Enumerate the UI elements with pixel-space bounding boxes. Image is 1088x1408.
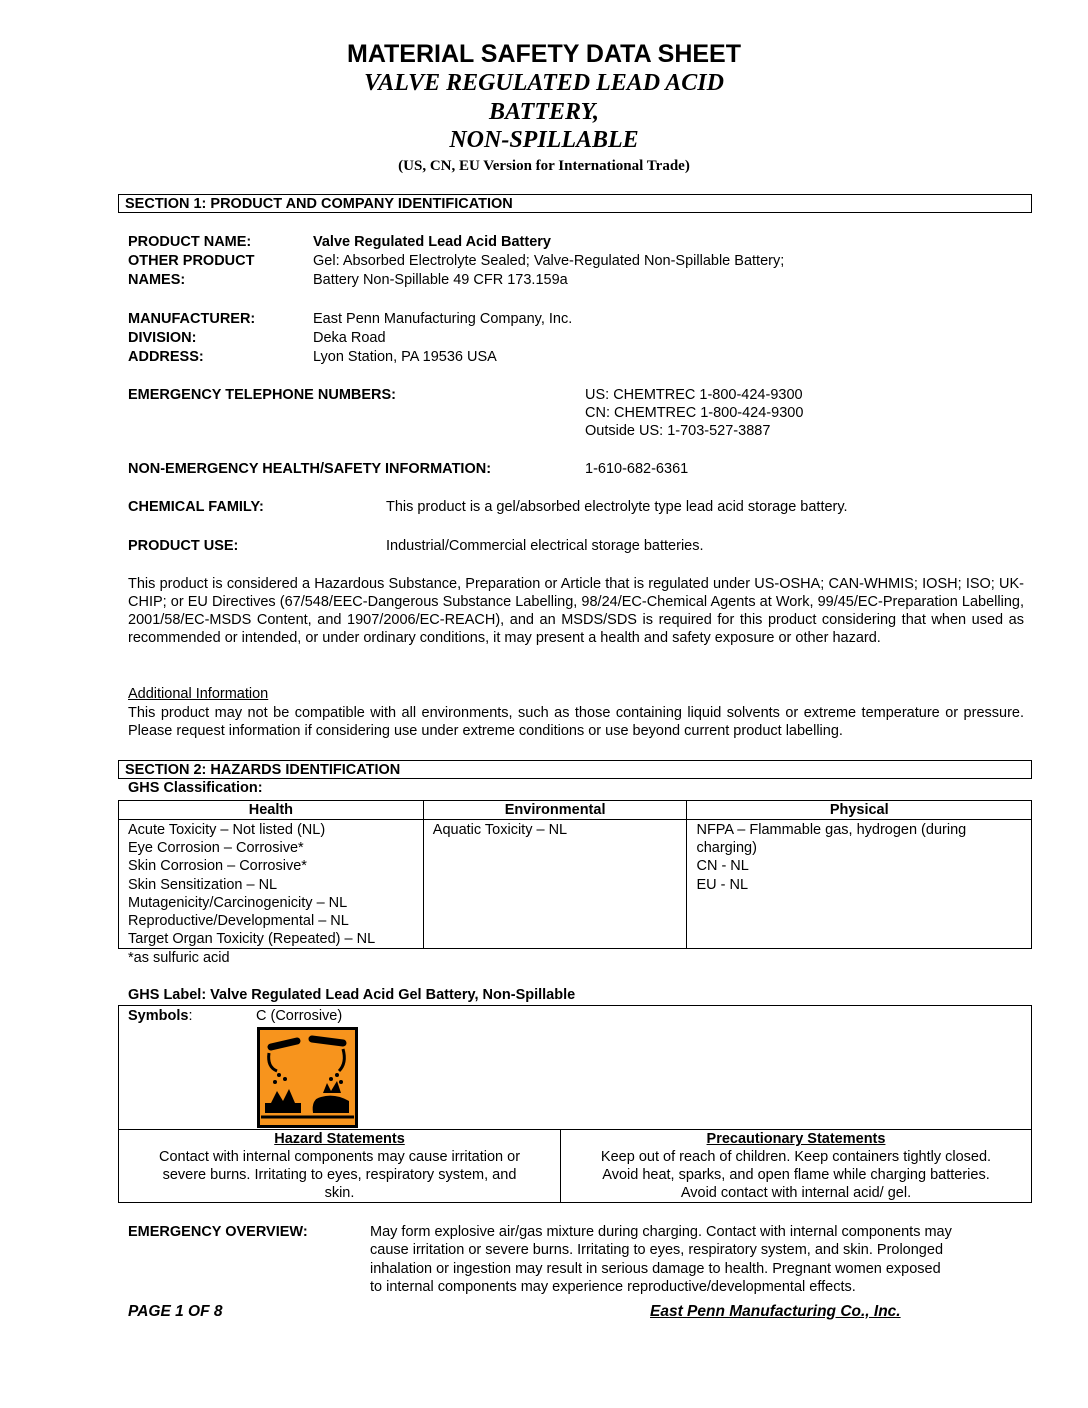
product-use-value: Industrial/Commercial electrical storage batteries.	[386, 538, 704, 554]
hazard-statements-heading: Hazard Statements	[274, 1131, 405, 1147]
health-item: Skin Sensitization – NL	[128, 876, 278, 893]
title-line-3: BATTERY,	[488, 99, 600, 125]
precautionary-statement-line: Keep out of reach of children. Keep containers tightly closed.	[600, 1149, 992, 1165]
emergency-phone-label: EMERGENCY TELEPHONE NUMBERS:	[128, 387, 397, 403]
overview-line: cause irritation or severe burns. Irritating to eyes, respiratory system, and skin. Prolonged	[370, 1242, 944, 1259]
manufacturer-value: East Penn Manufacturing Company, Inc.	[313, 311, 573, 327]
overview-line: inhalation or ingestion may result in serious damage to health. Pregnant women exposed	[370, 1260, 941, 1277]
health-item: Reproductive/Developmental – NL	[128, 913, 349, 930]
symbol-value: C (Corrosive)	[256, 1008, 343, 1024]
physical-item: NFPA – Flammable gas, hydrogen (during	[696, 822, 967, 838]
product-name-label: PRODUCT NAME:	[128, 234, 252, 250]
division-label: DIVISION:	[128, 330, 197, 346]
version-subtitle: (US, CN, EU Version for International Trade)	[398, 158, 690, 174]
hazard-regulation-paragraph: This product is considered a Hazardous Substance, Preparation or Article that is regulated under US-OSHA; CAN-WHMIS; IOSH; ISO; UK-CHIP; or EU Directives (67/548/EEC-Dangerous Substance Labelling, 98/24/EC-Chemical Agents at Work, 99/45/EC-Preparation Labelling, 2001/58/EC-MSDS Content, and 1907/2006/EC-REACH), and an MSDS/SDS is required for this product considering that when used as recommended or intended, or under ordinary conditions, it may present a health and safety exposure or other hazard.	[128, 576, 1024, 646]
nonemergency-label: NON-EMERGENCY HEALTH/SAFETY INFORMATION:	[128, 461, 492, 477]
product-name-value: Valve Regulated Lead Acid Battery	[313, 234, 551, 250]
chemical-family-value: This product is a gel/absorbed electrolyte type lead acid storage battery.	[386, 499, 848, 515]
other-names-value-2: Battery Non-Spillable 49 CFR 173.159a	[313, 272, 568, 288]
product-use-label: PRODUCT USE:	[128, 538, 239, 554]
ghs-label-heading: GHS Label: Valve Regulated Lead Acid Gel Battery, Non-Spillable	[128, 987, 576, 1003]
health-item: Target Organ Toxicity (Repeated) – NL	[128, 931, 376, 948]
environmental-item: Aquatic Toxicity – NL	[432, 822, 568, 838]
physical-item: charging)	[696, 840, 757, 857]
col-header-physical: Physical	[687, 801, 1032, 820]
emergency-phone-outside: Outside US: 1-703-527-3887	[585, 423, 771, 439]
emergency-overview-text	[370, 1223, 1030, 1296]
health-item: Skin Corrosion – Corrosive*	[128, 858, 307, 875]
overview-line: May form explosive air/gas mixture during charging. Contact with internal components may	[370, 1224, 952, 1240]
health-cell	[119, 820, 424, 949]
health-item: Eye Corrosion – Corrosive*	[128, 840, 304, 857]
precautionary-statements-heading: Precautionary Statements	[706, 1131, 886, 1147]
emergency-overview-label: EMERGENCY OVERVIEW:	[128, 1224, 308, 1240]
other-names-label-1: OTHER PRODUCT	[128, 253, 255, 269]
manufacturer-label: MANUFACTURER:	[128, 311, 256, 327]
division-value: Deka Road	[313, 330, 386, 346]
physical-cell	[687, 820, 1032, 949]
physical-item: CN - NL	[696, 858, 749, 875]
document-title: MATERIAL SAFETY DATA SHEET	[347, 40, 741, 68]
hazard-statements	[119, 1130, 560, 1202]
additional-info-heading: Additional Information	[128, 686, 269, 702]
emergency-phone-us: US: CHEMTREC 1-800-424-9300	[585, 387, 803, 403]
section-2-heading: SECTION 2: HAZARDS IDENTIFICATION	[118, 760, 1032, 779]
symbols-colon: :	[188, 1008, 193, 1024]
health-item: Mutagenicity/Carcinogenicity – NL	[128, 894, 348, 911]
emergency-phone-cn: CN: CHEMTREC 1-800-424-9300	[585, 405, 804, 421]
ghs-label-box	[118, 1005, 1032, 1203]
title-line-4: NON-SPILLABLE	[449, 127, 639, 153]
other-names-label-2: NAMES:	[128, 272, 186, 288]
physical-item: EU - NL	[696, 876, 749, 893]
address-label: ADDRESS:	[128, 349, 204, 365]
hazard-statement-line: severe burns. Irritating to eyes, respiratory system, and	[162, 1167, 517, 1183]
corrosive-pictogram-icon	[257, 1027, 358, 1128]
footer-company: East Penn Manufacturing Co., Inc.	[650, 1303, 901, 1320]
health-item: Acute Toxicity – Not listed (NL)	[128, 822, 326, 838]
col-header-environmental: Environmental	[423, 801, 687, 820]
hazard-statement-line: skin.	[324, 1185, 355, 1201]
title-line-2: VALVE REGULATED LEAD ACID	[364, 70, 724, 96]
symbols-label: Symbols	[128, 1008, 189, 1024]
hazard-statement-line: Contact with internal components may cause irritation or	[158, 1149, 521, 1165]
col-header-health: Health	[119, 801, 424, 820]
symbols-label-wrap	[128, 1007, 192, 1026]
ghs-footnote: *as sulfuric acid	[128, 950, 230, 966]
precautionary-statements	[561, 1130, 1031, 1202]
additional-info-text: This product may not be compatible with all environments, such as those containing liquid solvents or extreme temperature or pressure. Please request information if considering use under extreme conditions or use beyond current product labelling.	[128, 705, 1024, 739]
page-number: PAGE 1 OF 8	[128, 1303, 223, 1320]
environmental-cell	[423, 820, 687, 949]
precautionary-statement-line: Avoid heat, sparks, and open flame while charging batteries.	[602, 1167, 990, 1183]
overview-line: to internal components may experience reproductive/developmental effects.	[370, 1278, 856, 1295]
ghs-classification-table	[118, 800, 1032, 949]
nonemergency-phone: 1-610-682-6361	[585, 461, 689, 477]
chemical-family-label: CHEMICAL FAMILY:	[128, 499, 264, 515]
ghs-classification-label: GHS Classification:	[128, 780, 263, 796]
section-1-heading: SECTION 1: PRODUCT AND COMPANY IDENTIFICATION	[118, 194, 1032, 213]
address-value: Lyon Station, PA 19536 USA	[313, 349, 497, 365]
precautionary-statement-line: Avoid contact with internal acid/ gel.	[680, 1185, 912, 1201]
other-names-value-1: Gel: Absorbed Electrolyte Sealed; Valve-Regulated Non-Spillable Battery;	[313, 253, 785, 269]
